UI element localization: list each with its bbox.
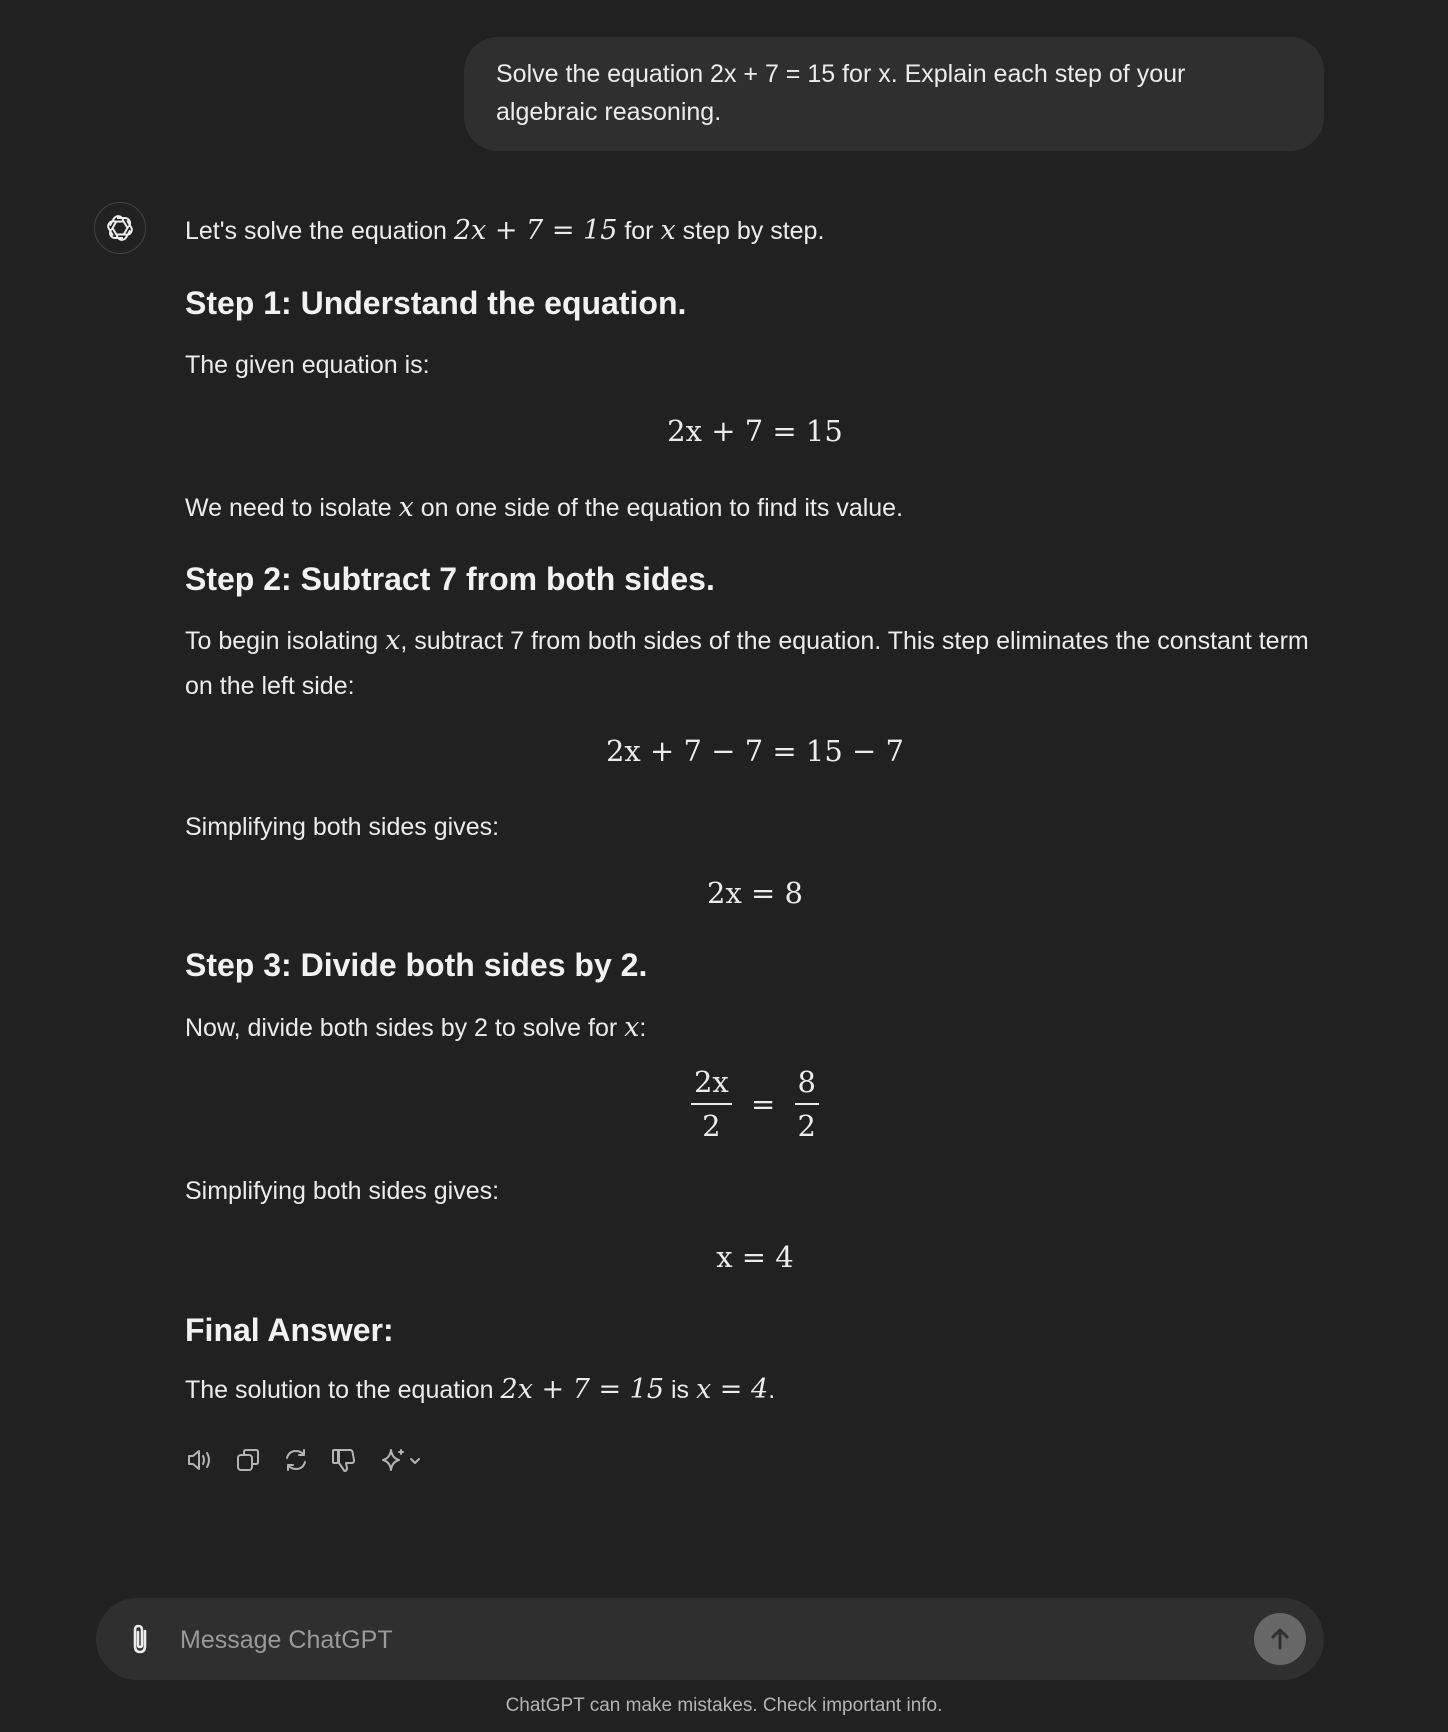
step1-equation: 2x + 7 = 15	[667, 414, 843, 448]
step3-fraction-equation	[185, 1065, 1325, 1143]
copy-button[interactable]	[233, 1445, 263, 1475]
intro-paragraph	[185, 208, 824, 254]
step2-text-end: , subtract 7 from both sides of the equation. This step eliminates the constant term on the left side:	[185, 627, 1309, 700]
final-math: 2x + 7 = 15	[500, 1374, 665, 1405]
regenerate-icon	[281, 1445, 311, 1475]
step3-text-var: x	[624, 1012, 640, 1043]
user-message-bubble	[464, 37, 1324, 151]
fraction-right-numerator: 8	[795, 1065, 819, 1105]
step2-simplify-text: Simplifying both sides gives:	[185, 813, 500, 841]
fraction-right	[795, 1065, 819, 1143]
copy-icon	[233, 1445, 263, 1475]
arrow-up-icon	[1266, 1625, 1294, 1653]
message-composer	[96, 1598, 1324, 1680]
fraction-right-denominator: 2	[797, 1109, 816, 1143]
step2-equation: 2x + 7 − 7 = 15 − 7	[605, 734, 904, 768]
intro-text-mid: for	[617, 217, 661, 245]
intro-math: 2x + 7 = 15	[453, 215, 618, 246]
final-answer-math: x = 4	[696, 1374, 769, 1405]
assistant-avatar	[94, 202, 146, 254]
thumbs-down-icon	[329, 1445, 359, 1475]
step1-note	[185, 485, 903, 531]
disclaimer-text: ChatGPT can make mistakes. Check important info.	[505, 1695, 943, 1716]
step1-heading: Step 1: Understand the equation.	[185, 285, 687, 321]
step2-text-start: To begin isolating	[185, 627, 386, 655]
step3-result: x = 4	[716, 1240, 794, 1274]
step3-text-end: :	[639, 1014, 647, 1042]
intro-text: Let's solve the equation	[185, 217, 454, 245]
read-aloud-button[interactable]	[185, 1445, 215, 1475]
attach-button[interactable]	[122, 1620, 158, 1658]
step3-text	[185, 1005, 646, 1051]
fraction-left-numerator: 2x	[691, 1065, 732, 1105]
regenerate-button[interactable]	[281, 1445, 311, 1475]
intro-var: x	[660, 215, 676, 246]
message-input[interactable]	[178, 1616, 1202, 1664]
step3-heading: Step 3: Divide both sides by 2.	[185, 947, 648, 983]
step3-simplify-text: Simplifying both sides gives:	[185, 1177, 500, 1205]
step1-note-var: x	[398, 492, 414, 523]
step1-note-text-end: on one side of the equation to find its value.	[413, 494, 904, 522]
final-answer-heading: Final Answer:	[185, 1312, 394, 1348]
fraction-equals: =	[751, 1087, 776, 1121]
step3-text-start: Now, divide both sides by 2 to solve for	[185, 1014, 625, 1042]
step2-text	[185, 618, 1325, 709]
fraction-left	[691, 1065, 732, 1143]
openai-logo-icon	[104, 212, 136, 244]
paperclip-icon	[125, 1621, 155, 1657]
thumbs-down-button[interactable]	[329, 1445, 359, 1475]
user-message-text: Solve the equation 2x + 7 = 15 for x. Explain each step of your algebraic reasoning.	[496, 60, 1186, 126]
final-answer-text	[185, 1367, 775, 1413]
read-aloud-icon	[185, 1445, 215, 1475]
final-text-mid: is	[664, 1376, 696, 1404]
final-text-start: The solution to the equation	[185, 1376, 501, 1404]
switch-model-button[interactable]	[377, 1445, 429, 1475]
send-button[interactable]	[1254, 1613, 1306, 1665]
sparkle-model-icon	[377, 1445, 429, 1475]
step2-text-var: x	[385, 625, 401, 656]
final-text-end: .	[768, 1376, 776, 1404]
step1-text: The given equation is:	[185, 351, 430, 379]
step1-note-text: We need to isolate	[185, 494, 399, 522]
message-action-bar	[185, 1442, 429, 1478]
fraction-left-denominator: 2	[702, 1109, 721, 1143]
intro-text-end: step by step.	[675, 217, 825, 245]
step2-result: 2x = 8	[707, 876, 803, 910]
step2-heading: Step 2: Subtract 7 from both sides.	[185, 561, 715, 597]
